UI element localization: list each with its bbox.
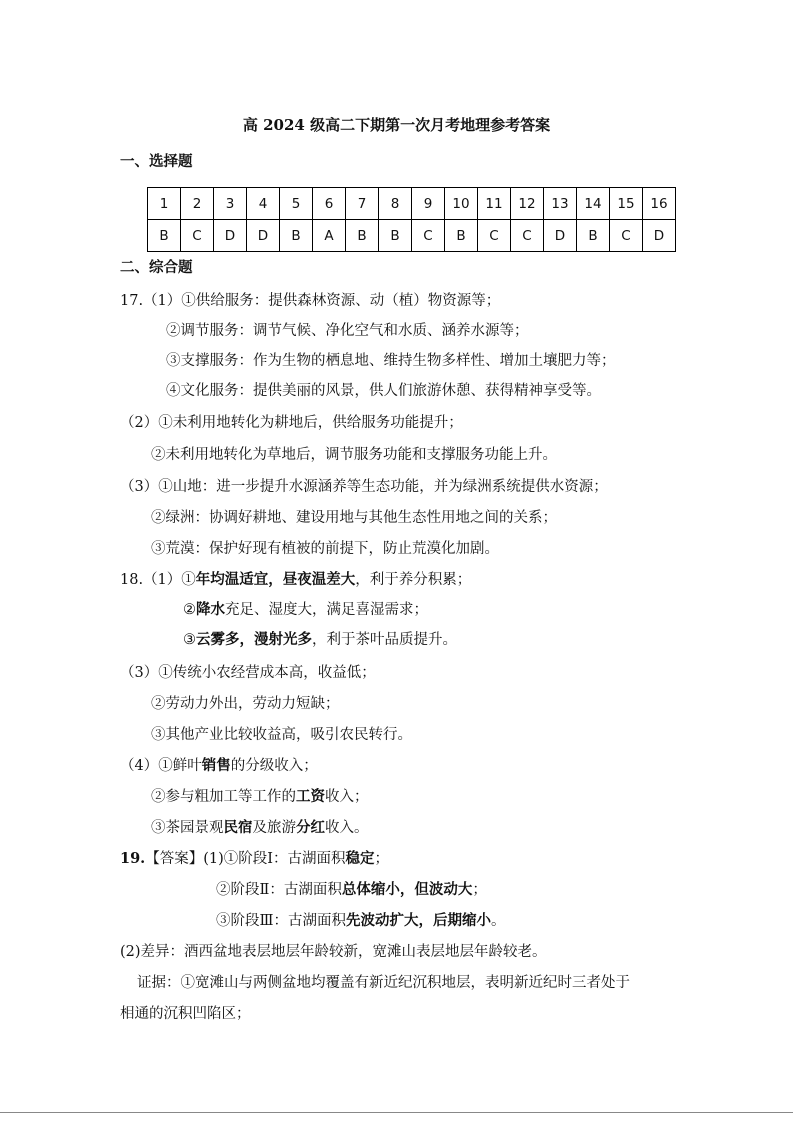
q19-part2-line1: (2)差异：酒西盆地表层地层年龄较新，宽滩山表层地层年龄较老。 — [120, 944, 547, 960]
page-bottom-rule — [0, 1112, 793, 1113]
question-number-cell: 1 — [148, 188, 181, 220]
q18-p4-l3-keyword2: 分红 — [296, 819, 325, 836]
answer-cell: A — [313, 220, 346, 252]
q18-p4-l1-tail: 的分级收入； — [230, 758, 318, 774]
question-number-cell: 8 — [379, 188, 412, 220]
q19-p1-l2-tail: ； — [472, 882, 487, 898]
section-heading-choice: 一、选择题 — [120, 153, 193, 170]
q17-part1-line4: ④文化服务：提供美丽的风景，供人们旅游休憩、获得精神享受等。 — [166, 383, 601, 399]
q19-part1-line2 — [216, 881, 487, 899]
q19-part1-line1 — [120, 850, 389, 868]
q18-p1-l3-lead: ③ — [183, 632, 196, 648]
answer-cell: C — [181, 220, 214, 252]
q18-p1-l1-tail: ，利于养分积累； — [355, 572, 472, 588]
question-number-cell: 9 — [412, 188, 445, 220]
q19-p1-l2-lead: ②阶段Ⅱ：古湖面积 — [216, 882, 342, 898]
q18-part1-line3 — [183, 631, 457, 649]
q18-p1-l3-tail: ，利于茶叶品质提升。 — [312, 632, 457, 648]
q18-p4-l3-mid: 及旅游 — [252, 820, 296, 836]
q18-p1-l1-lead: 18.（1）① — [120, 572, 196, 588]
q18-part1-line1 — [120, 571, 471, 589]
answer-cell: D — [643, 220, 676, 252]
q19-part2-line3: 相通的沉积凹陷区； — [120, 1006, 251, 1022]
answer-cell: C — [412, 220, 445, 252]
q19-p1-l3-tail: 。 — [490, 913, 506, 929]
question-number-cell: 2 — [181, 188, 214, 220]
q19-part1-line3 — [216, 912, 505, 930]
q18-p1-l2-tail: 充足、湿度大，满足喜湿需求； — [225, 602, 428, 618]
q19-p1-l1-keyword: 稳定 — [345, 850, 375, 867]
q18-part3-line1: （3）①传统小农经营成本高，收益低； — [120, 665, 376, 681]
page-title: 高 2024 级高二下期第一次月考地理参考答案 — [242, 116, 551, 134]
q18-part3-line2: ②劳动力外出，劳动力短缺； — [151, 696, 340, 712]
q19-part2-line2: 证据：①宽滩山与两侧盆地均覆盖有新近纪沉积地层，表明新近纪时三者处于 — [137, 975, 630, 991]
answer-row — [148, 220, 676, 252]
answer-cell: D — [214, 220, 247, 252]
question-number-cell: 3 — [214, 188, 247, 220]
answer-cell: B — [577, 220, 610, 252]
q18-p4-l1-keyword: 销售 — [201, 757, 231, 774]
answer-cell: C — [610, 220, 643, 252]
q19-p1-l3-lead: ③阶段Ⅲ：古湖面积 — [216, 913, 346, 929]
q19-p1-l1-tail: ； — [374, 851, 390, 867]
q18-p4-l1-lead: （4）①鲜叶 — [120, 758, 202, 774]
answer-cell: B — [148, 220, 181, 252]
q17-part2-line1: （2）①未利用地转化为耕地后，供给服务功能提升； — [120, 415, 463, 431]
q17-part3-line3: ③荒漠：保护好现有植被的前提下，防止荒漠化加剧。 — [151, 541, 499, 557]
q18-part4-line2 — [151, 788, 369, 806]
answer-cell: B — [280, 220, 313, 252]
q18-p1-l2-keyword: 降水 — [196, 601, 225, 618]
q18-p4-l3-tail: 收入。 — [325, 820, 369, 836]
question-number-cell: 12 — [511, 188, 544, 220]
answer-cell: C — [478, 220, 511, 252]
q18-p4-l3-lead: ③茶园景观 — [151, 820, 224, 836]
question-number-cell: 11 — [478, 188, 511, 220]
q18-p4-l2-lead: ②参与粗加工等工作的 — [151, 789, 296, 805]
question-number-cell: 14 — [577, 188, 610, 220]
answer-cell: B — [379, 220, 412, 252]
q18-p1-l3-keyword: 云雾多，漫射光多 — [196, 631, 312, 648]
q18-p1-l2-lead: ② — [183, 602, 196, 618]
section-heading-comprehensive: 二、综合题 — [120, 259, 193, 276]
q19-number: 19. — [120, 850, 146, 867]
answer-cell: D — [247, 220, 280, 252]
question-number-cell: 10 — [445, 188, 478, 220]
question-number-cell: 4 — [247, 188, 280, 220]
q18-p1-l1-keyword: 年均温适宜，昼夜温差大 — [195, 571, 356, 588]
q17-part3-line1: （3）①山地：进一步提升水源涵养等生态功能，并为绿洲系统提供水资源； — [120, 479, 608, 495]
q19-p1-l3-keyword: 先波动扩大，后期缩小 — [345, 912, 491, 929]
q17-part3-line2: ②绿洲：协调好耕地、建设用地与其他生态性用地之间的关系； — [151, 510, 557, 526]
q19-p1-l1-lead: 【答案】(1)①阶段Ⅰ：古湖面积 — [145, 851, 346, 867]
answer-cell: B — [445, 220, 478, 252]
answer-cell: C — [511, 220, 544, 252]
question-number-cell: 7 — [346, 188, 379, 220]
answer-cell: B — [346, 220, 379, 252]
question-number-cell: 5 — [280, 188, 313, 220]
question-number-cell: 13 — [544, 188, 577, 220]
q19-p1-l2-keyword: 总体缩小，但波动大 — [341, 881, 473, 898]
question-number-cell: 6 — [313, 188, 346, 220]
question-number-cell: 15 — [610, 188, 643, 220]
answer-table — [147, 187, 676, 252]
question-number-row — [148, 188, 676, 220]
q17-part1-line3: ③支撑服务：作为生物的栖息地、维持生物多样性、增加土壤肥力等； — [166, 353, 616, 369]
q17-part1-line2: ②调节服务：调节气候、净化空气和水质、涵养水源等； — [166, 323, 529, 339]
question-number-cell: 16 — [643, 188, 676, 220]
q18-part1-line2 — [183, 601, 428, 619]
answer-cell: D — [544, 220, 577, 252]
q18-p4-l2-tail: 收入； — [325, 789, 369, 805]
q17-part1-line1: 17.（1）①供给服务：提供森林资源、动（植）物资源等； — [120, 293, 501, 309]
q18-p4-l3-keyword1: 民宿 — [223, 819, 253, 836]
q17-part2-line2: ②未利用地转化为草地后，调节服务功能和支撑服务功能上升。 — [151, 447, 557, 463]
q18-part4-line1 — [120, 757, 318, 775]
q18-part4-line3 — [151, 819, 369, 837]
q18-part3-line3: ③其他产业比较收益高，吸引农民转行。 — [151, 727, 412, 743]
q18-p4-l2-keyword: 工资 — [296, 788, 325, 805]
